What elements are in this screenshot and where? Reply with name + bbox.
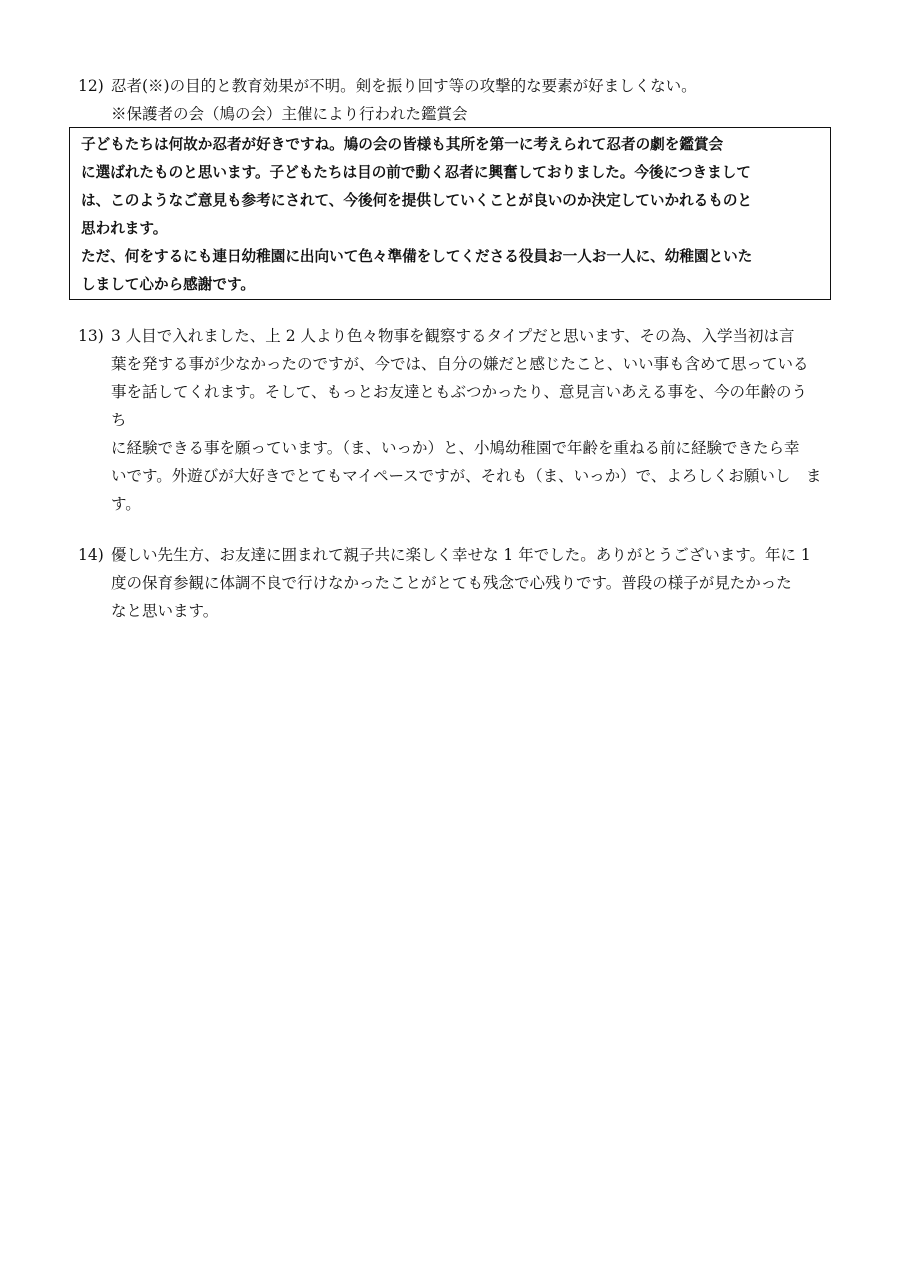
reply-line: ただ、何をするにも連日幼稚園に出向いて色々準備をしてくださる役員お一人お一人に、幼稚園といた xyxy=(81,248,753,265)
comment-line: に経験できる事を願っています。（ま、いっか）と、小鳩幼稚園で年齢を重ねる前に経験できたら幸 xyxy=(111,439,800,457)
comment-line: す。 xyxy=(111,495,141,513)
comment-line: 葉を発する事が少なかったのですが、今では、自分の嫌だと感じたこと、いい事も含めて思っている xyxy=(111,355,809,373)
comment-line: ち xyxy=(111,411,127,429)
comment-item-13 xyxy=(78,322,838,518)
comment-item-12 xyxy=(78,72,838,128)
item-number: 14) xyxy=(78,546,104,564)
comment-line: 優しい先生方、お友達に囲まれて親子共に楽しく幸せな 1 年でした。ありがとうございます。年に 1 xyxy=(111,546,811,564)
comment-note-line: ※保護者の会（鳩の会）主催により行われた鑑賞会 xyxy=(111,105,468,123)
comment-line: いです。外遊びが大好きでとてもマイペースですが、それも（ま、いっか）で、よろしくお願いし ま xyxy=(111,467,822,485)
comment-line: なと思います。 xyxy=(111,602,219,620)
reply-line: 思われます。 xyxy=(81,220,168,237)
comment-line: 忍者(※)の目的と教育効果が不明。剣を振り回す等の攻撃的な要素が好ましくない。 xyxy=(111,77,697,95)
reply-line: に選ばれたものと思います。子どもたちは目の前で動く忍者に興奮しておりました。今後につきまして xyxy=(81,164,751,181)
comment-line: 3 人目で入れました、上 2 人より色々物事を観察するタイプだと思います、その為、入学当初は言 xyxy=(111,327,795,345)
comment-line: 事を話してくれます。そして、もっとお友達ともぶつかったり、意見言いあえる事を、今の年齢のう xyxy=(111,383,807,401)
item-number: 12) xyxy=(78,77,104,95)
comment-item-14 xyxy=(78,541,838,625)
reply-line: は、このようなご意見も参考にされて、今後何を提供していくことが良いのか決定していかれるものと xyxy=(81,192,753,209)
item-number: 13) xyxy=(78,327,104,345)
comment-line: 度の保育参観に体調不良で行けなかったことがとても残念で心残りです。普段の様子が見たかった xyxy=(111,574,792,592)
reply-line: しまして心から感謝です。 xyxy=(81,276,255,293)
kindergarten-reply-box xyxy=(69,127,831,300)
reply-line: 子どもたちは何故か忍者が好きですね。鳩の会の皆様も其所を第一に考えられて忍者の劇を鑑賞会 xyxy=(81,136,724,153)
